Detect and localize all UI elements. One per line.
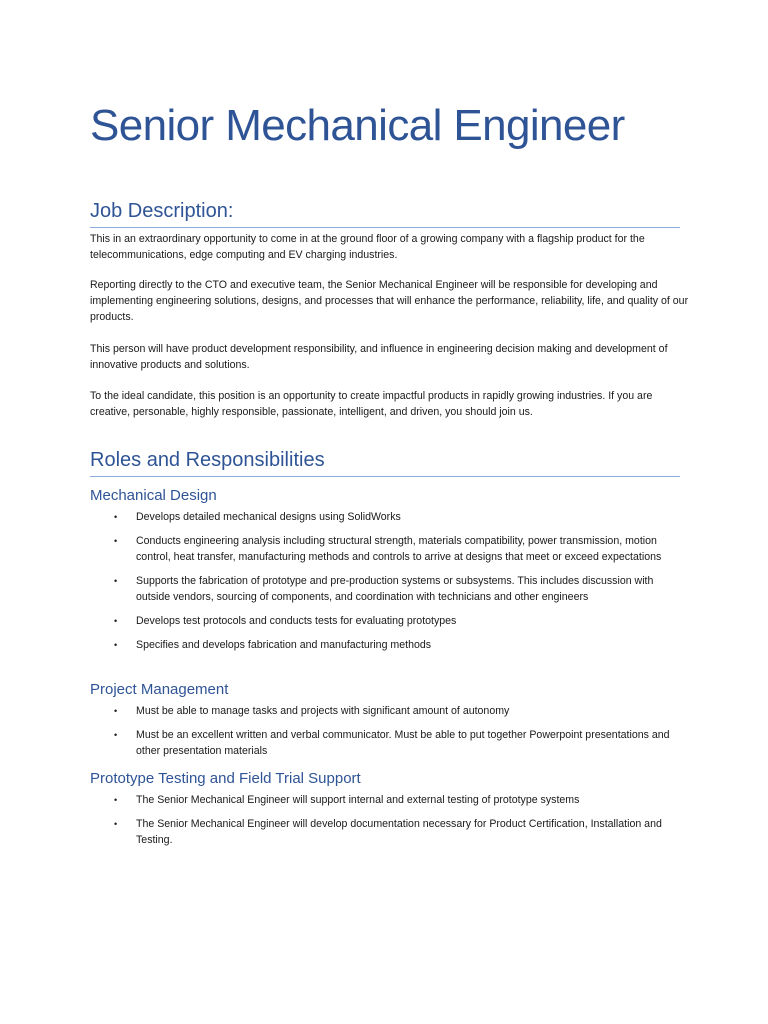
- roles-heading: Roles and Responsibilities: [90, 449, 325, 471]
- list-item-text: Conducts engineering analysis including structural strength, materials compatibility, power transmission, motion control, heat transfer, manufacturing methods and controls to arrive at designs that meet or exceed expectations: [136, 535, 662, 563]
- prototype-testing-heading: Prototype Testing and Field Trial Support: [90, 770, 361, 787]
- project-management-list: [90, 703, 690, 767]
- job-description-paragraph-4: To the ideal candidate, this position is an opportunity to create impactful products in rapidly growing industries. If you are creative, personable, highly responsible, passionate, intelligent, and driven, you should join us.: [90, 390, 653, 418]
- mechanical-design-heading: Mechanical Design: [90, 487, 217, 504]
- list-item-text: Supports the fabrication of prototype and pre-production systems or subsystems. This includes discussion with outside vendors, sourcing of components, and coordination with technicians and other engineers: [136, 575, 654, 603]
- bullet-icon: •: [114, 512, 118, 522]
- list-item: [90, 792, 690, 808]
- list-item: [90, 727, 690, 759]
- bullet-icon: •: [114, 706, 118, 716]
- list-item-text: Must be an excellent written and verbal communicator. Must be able to put together Powerpoint presentations and other presentation materials: [136, 729, 670, 757]
- bullet-icon: •: [114, 616, 118, 626]
- list-item: [90, 703, 690, 719]
- job-description-rule: [90, 227, 680, 228]
- bullet-icon: •: [114, 795, 118, 805]
- project-management-heading: Project Management: [90, 681, 229, 698]
- bullet-icon: •: [114, 536, 118, 546]
- list-item: [90, 637, 690, 653]
- list-item-text: The Senior Mechanical Engineer will develop documentation necessary for Product Certification, Installation and Testing.: [136, 818, 662, 846]
- job-description-paragraph-3: This person will have product development responsibility, and influence in engineering decision making and development of innovative products and solutions.: [90, 343, 668, 371]
- list-item: [90, 509, 690, 525]
- list-item-text: The Senior Mechanical Engineer will support internal and external testing of prototype systems: [136, 794, 580, 806]
- list-item: [90, 533, 690, 565]
- list-item-text: Develops test protocols and conducts tests for evaluating prototypes: [136, 615, 457, 627]
- job-description-heading: Job Description:: [90, 200, 234, 222]
- roles-rule: [90, 476, 680, 477]
- prototype-testing-list: [90, 792, 690, 856]
- mechanical-design-list: [90, 509, 690, 661]
- bullet-icon: •: [114, 640, 118, 650]
- job-description-paragraph-2: Reporting directly to the CTO and executive team, the Senior Mechanical Engineer will be responsible for developing and implementing engineering solutions, designs, and processes that will enhance the performance, reliability, life, and quality of our products.: [90, 279, 689, 323]
- bullet-icon: •: [114, 730, 118, 740]
- list-item-text: Develops detailed mechanical designs using SolidWorks: [136, 511, 401, 523]
- bullet-icon: •: [114, 576, 118, 586]
- list-item-text: Must be able to manage tasks and projects with significant amount of autonomy: [136, 705, 510, 717]
- job-description-paragraph-1: This in an extraordinary opportunity to come in at the ground floor of a growing company with a flagship product for the telecommunications, edge computing and EV charging industries.: [90, 233, 645, 261]
- document-title: Senior Mechanical Engineer: [90, 101, 625, 150]
- list-item: [90, 573, 690, 605]
- list-item: [90, 613, 690, 629]
- list-item-text: Specifies and develops fabrication and manufacturing methods: [136, 639, 432, 651]
- list-item: [90, 816, 690, 848]
- bullet-icon: •: [114, 819, 118, 829]
